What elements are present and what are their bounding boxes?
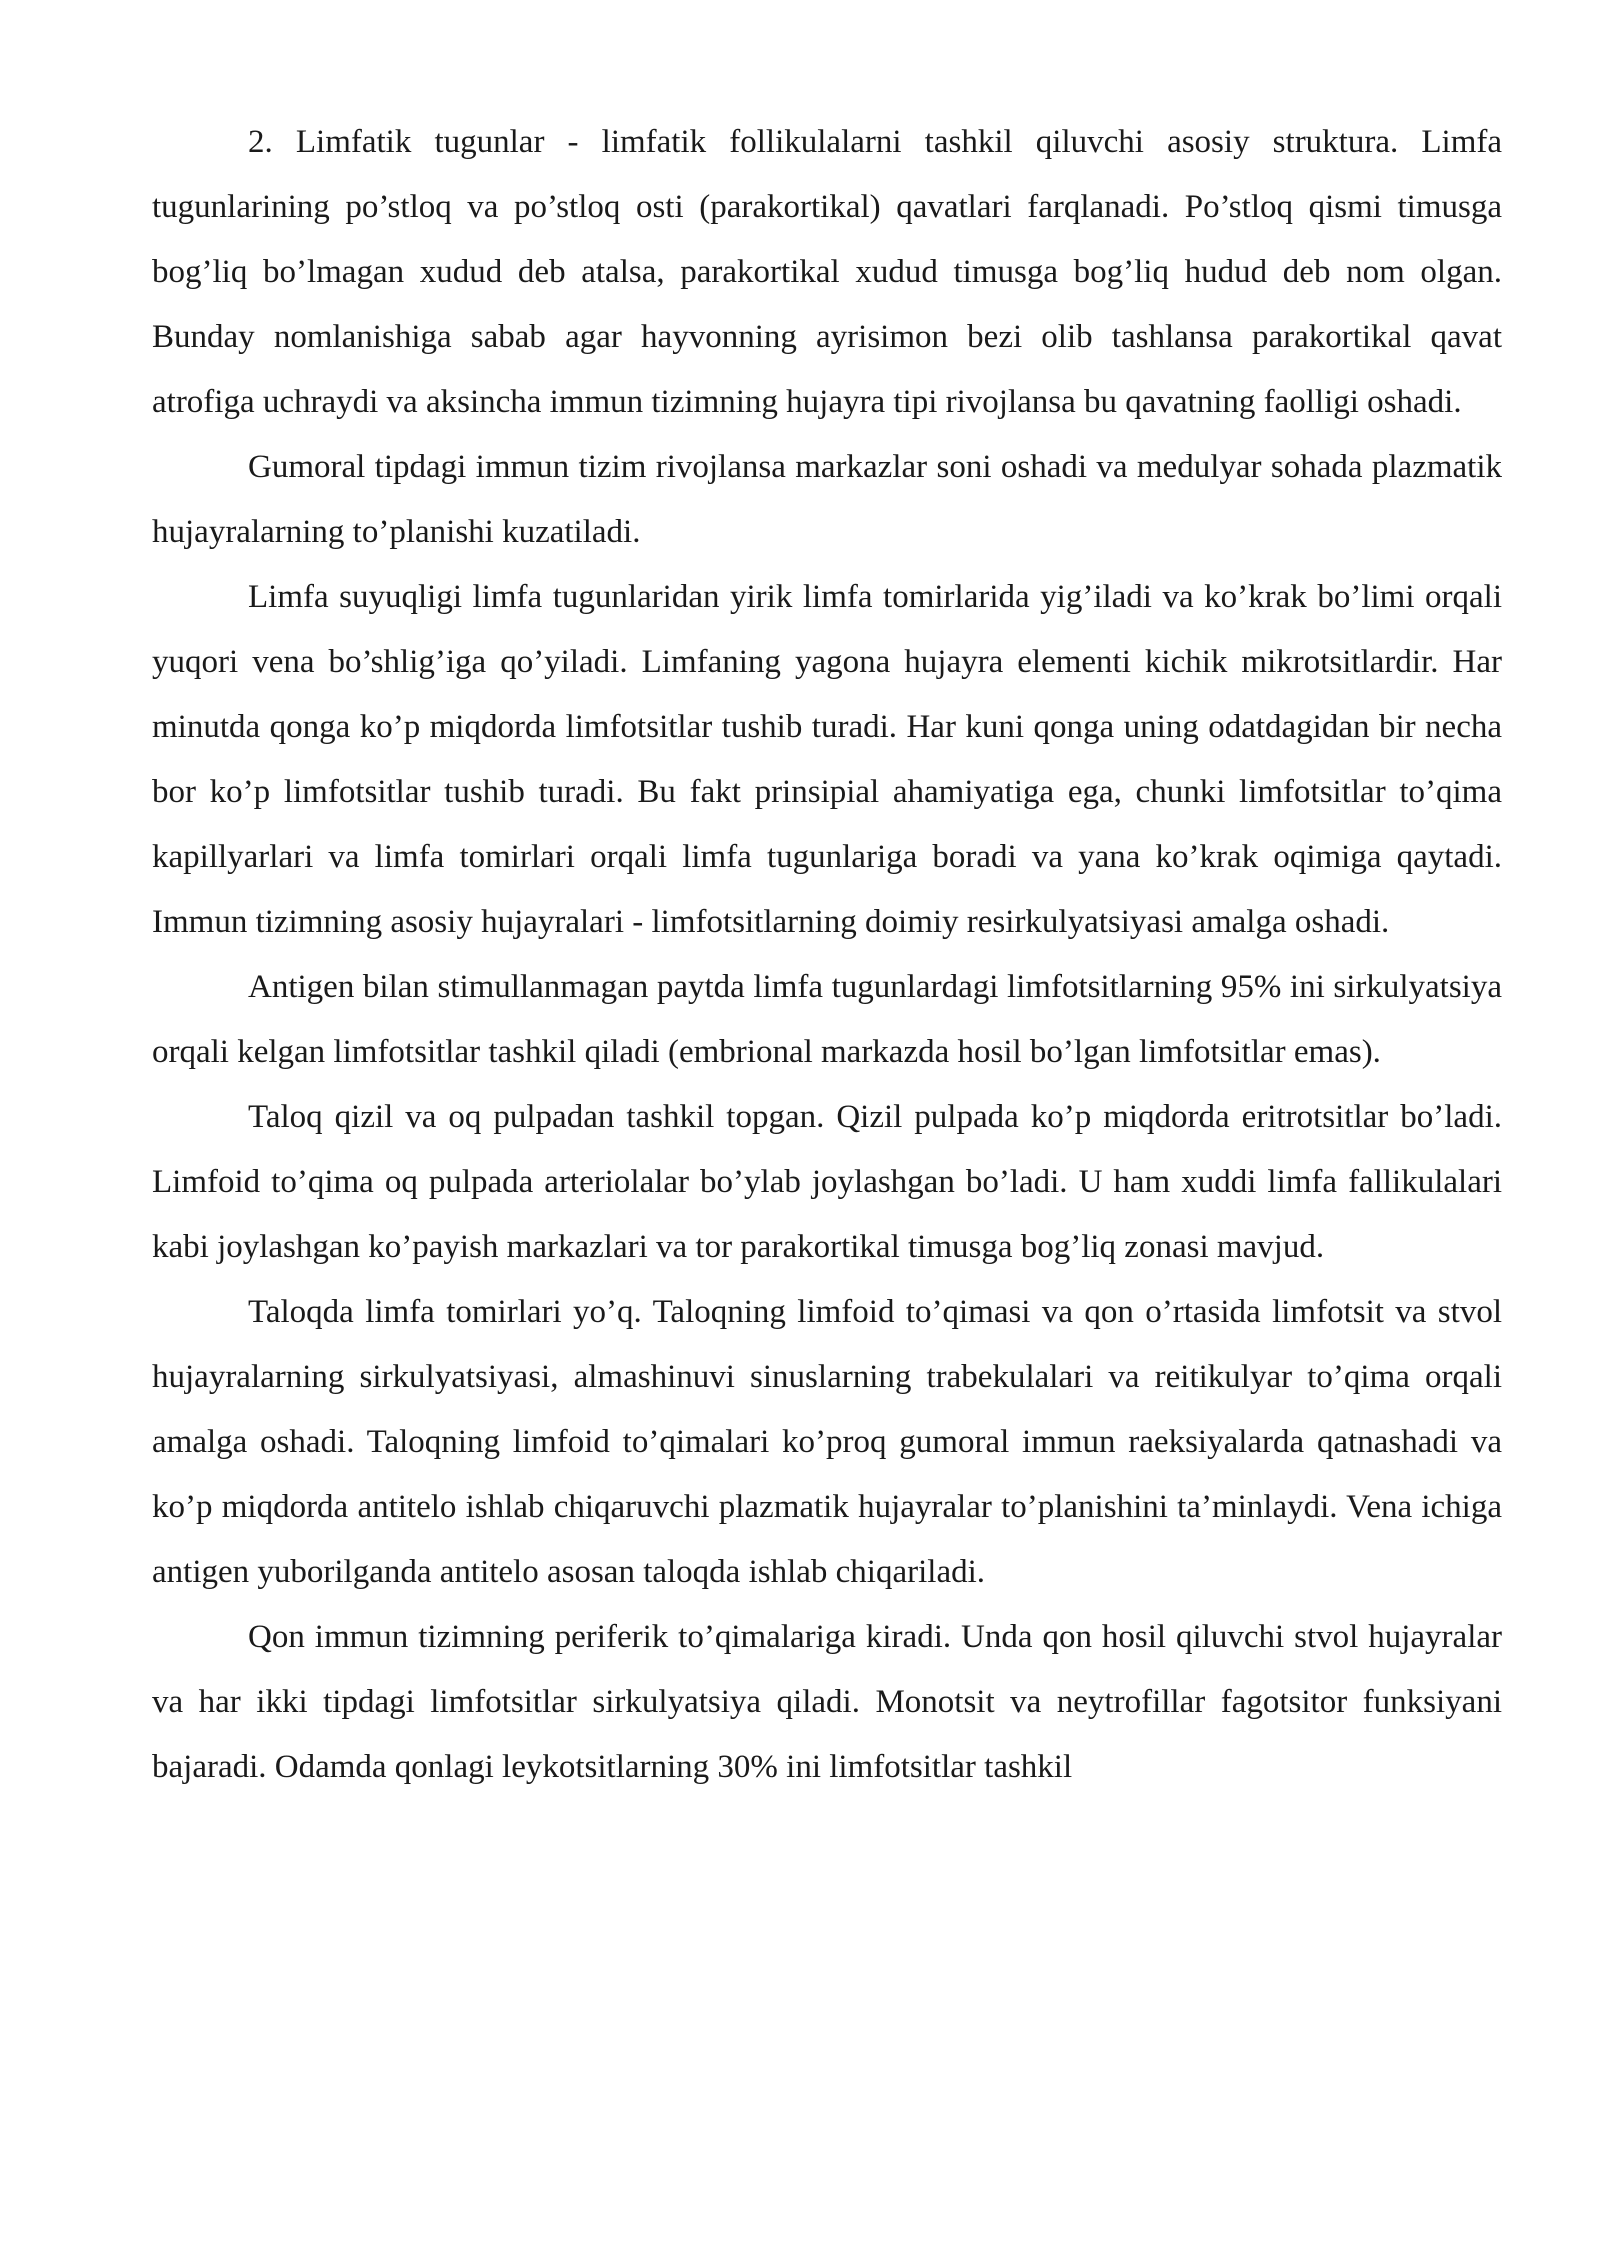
- paragraph-spleen-lymphoid: Taloqda limfa tomirlari yo’q. Taloqning limfoid to’qimasi va qon o’rtasida limfotsit va stvol hujayralarning sirkulyatsiyasi, almashinuvi sinuslarning trabekulalari va reitikulyar to’qima orqali amalga oshadi. Taloqning limfoid to’qimalari ko’proq gumoral immun raeksiyalarda qatnashadi va ko’p miqdorda antitelo ishlab chiqaruvchi plazmatik hujayralar to’planishini ta’minlaydi. Vena ichiga antigen yuborilganda antitelo asosan taloqda ishlab chiqariladi.: [152, 1294, 1502, 1590]
- paragraph-humoral-immunity: Gumoral tipdagi immun tizim rivojlansa markazlar soni oshadi va medulyar sohada plazmatik hujayralarning to’planishi kuzatiladi.: [152, 449, 1502, 550]
- paragraph-antigen: Antigen bilan stimullanmagan paytda limfa tugunlardagi limfotsitlarning 95% ini sirkulyatsiya orqali kelgan limfotsitlar tashkil qiladi (embrional markazda hosil bo’lgan limfotsitlar emas).: [152, 969, 1502, 1070]
- paragraph-blood: Qon immun tizimning periferik to’qimalariga kiradi. Unda qon hosil qiluvchi stvol hujayralar va har ikki tipdagi limfotsitlar sirkulyatsiya qiladi. Monotsit va neytrofillar fagotsitor funksiyani bajaradi. Odamda qonlagi leykotsitlarning 30% ini limfotsitlar tashkil: [152, 1619, 1502, 1785]
- paragraph-lymph-fluid: Limfa suyuqligi limfa tugunlaridan yirik limfa tomirlarida yig’iladi va ko’krak bo’limi orqali yuqori vena bo’shlig’iga qo’yiladi. Limfaning yagona hujayra elementi kichik mikrotsitlardir. Har minutda qonga ko’p miqdorda limfotsitlar tushib turadi. Har kuni qonga uning odatdagidan bir necha bor ko’p limfotsitlar tushib turadi. Bu fakt prinsipial ahamiyatiga ega, chunki limfotsitlar to’qima kapillyarlari va limfa tomirlari orqali limfa tugunlariga boradi va yana ko’krak oqimiga qaytadi. Immun tizimning asosiy hujayralari - limfotsitlarning doimiy resirkulyatsiyasi amalga oshadi.: [152, 579, 1502, 940]
- paragraph-spleen-pulp: Taloq qizil va oq pulpadan tashkil topgan. Qizil pulpada ko’p miqdorda eritrotsitlar bo’ladi. Limfoid to’qima oq pulpada arteriolalar bo’ylab joylashgan bo’ladi. U ham xuddi limfa fallikulalari kabi joylashgan ko’payish markazlari va tor parakortikal timusga bog’liq zonasi mavjud.: [152, 1099, 1502, 1265]
- paragraph-lymph-nodes: 2. Limfatik tugunlar - limfatik follikulalarni tashkil qiluvchi asosiy struktura. Limfa tugunlarining po’stloq va po’stloq osti (parakortikal) qavatlari farqlanadi. Po’stloq qismi timusga bog’liq bo’lmagan xudud deb atalsa, parakortikal xudud timusga bog’liq hudud deb nom olgan. Bunday nomlanishiga sabab agar hayvonning ayrisimon bezi olib tashlansa parakortikal qavat atrofiga uchraydi va aksincha immun tizimning hujayra tipi rivojlansa bu qavatning faolligi oshadi.: [152, 124, 1502, 420]
- document-body: [152, 110, 1502, 1800]
